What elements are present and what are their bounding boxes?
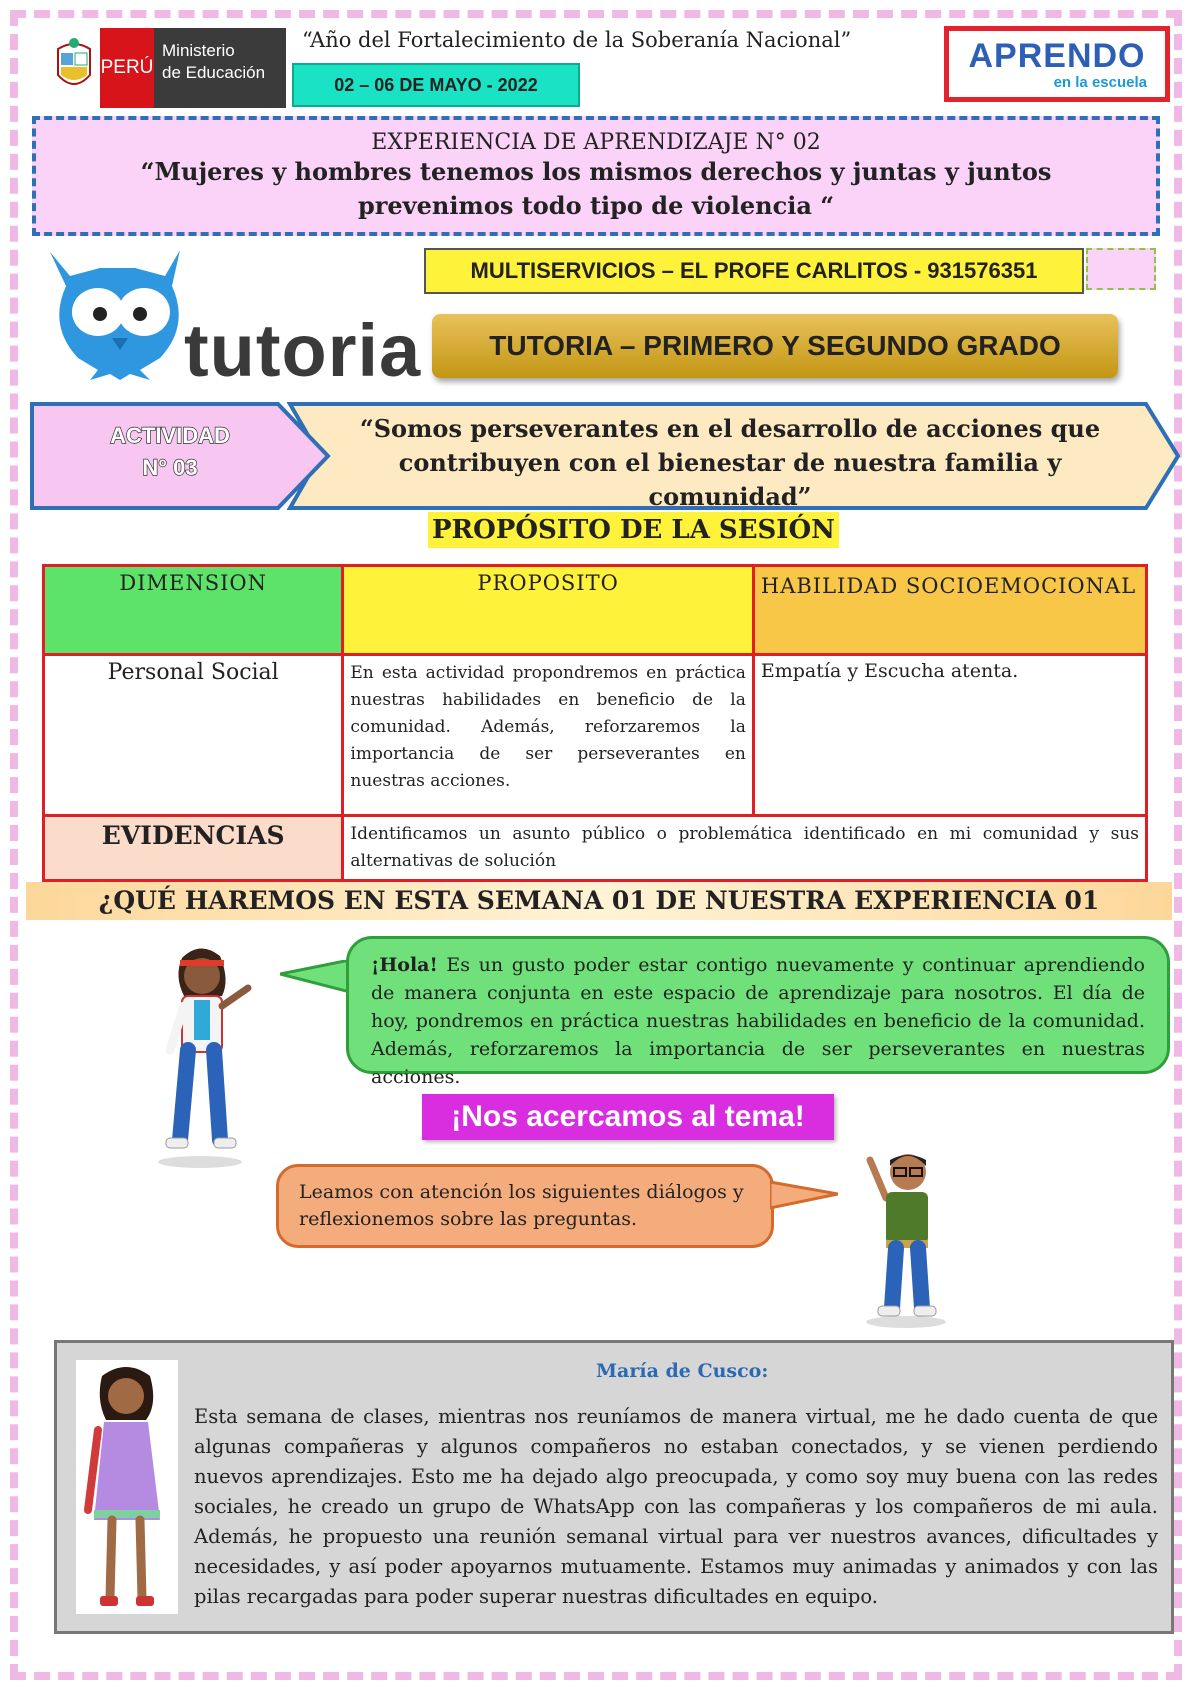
experience-box: [32, 116, 1160, 236]
purpose-cell: En esta actividad propondremos en práctica nuestras habilidades en beneficio de la comunidad. Además, reforzaremos la importancia de ser perseverantes en nuestras acciones.: [343, 655, 753, 816]
table-header-row: [44, 566, 1147, 655]
greeting-bold: ¡Hola!: [371, 954, 438, 976]
ministry-label: Ministerio de Educación: [154, 28, 286, 108]
speech-bubble-tail: [770, 1180, 838, 1210]
peru-label: PERÚ: [100, 28, 154, 108]
activity-label-word: ACTIVIDAD: [110, 423, 230, 448]
grade-banner: TUTORIA – PRIMERO Y SEGUNDO GRADO: [432, 314, 1118, 378]
table-row: [44, 816, 1147, 881]
activity-title: “Somos perseverantes en el desarrollo de acciones que contribuyen con el bienestar de nuestra familia y comunidad”: [359, 414, 1101, 511]
boy-illustration-icon: [850, 1150, 960, 1330]
activity-label: [60, 420, 280, 484]
activity-number: N° 03: [142, 455, 198, 480]
contact-banner: MULTISERVICIOS – EL PROFE CARLITOS - 931576351: [424, 248, 1084, 294]
topic-heading: ¡Nos acercamos al tema!: [422, 1094, 834, 1140]
experience-number: EXPERIENCIA DE APRENDIZAJE N° 02: [371, 130, 821, 155]
minedu-logo: [48, 28, 286, 108]
greeting-text: Es un gusto poder estar contigo nuevamente y continuar aprendiendo de manera conjunta en este espacio de aprendizaje para nosotros. El día de hoy, pondremos en práctica nuestras habilidades en beneficio de la comunidad. Además, reforzaremos la importancia de ser perseverantes en nuestras acciones.: [371, 954, 1145, 1088]
aprendo-logo-subtitle: en la escuela: [1053, 74, 1147, 91]
skill-cell: Empatía y Escucha atenta.: [753, 655, 1146, 816]
header-purpose: PROPOSITO: [343, 566, 753, 655]
greeting-bubble: [346, 936, 1170, 1088]
decorative-box: [1086, 248, 1156, 290]
experience-title: “Mujeres y hombres tenemos los mismos derechos y juntas y juntos prevenimos todo tipo de violencia “: [140, 157, 1052, 220]
girl-illustration-icon: [140, 940, 270, 1170]
dimension-cell: Personal Social: [44, 655, 343, 816]
story-speaker: María de Cusco:: [596, 1360, 769, 1382]
week-heading: ¿QUÉ HAREMOS EN ESTA SEMANA 01 DE NUESTRA EXPERIENCIA 01: [26, 882, 1172, 920]
header-skill: HABILIDAD SOCIOEMOCIONAL: [753, 566, 1146, 655]
tutoria-wordmark: tutoria: [184, 309, 422, 392]
maria-illustration-icon: [76, 1360, 178, 1614]
aprendo-logo: [944, 26, 1170, 102]
evidence-label: EVIDENCIAS: [44, 816, 343, 881]
evidence-cell: Identificamos un asunto público o problemática identificado en mi comunidad y sus alternativas de solución: [343, 816, 1147, 881]
instruction-bubble: Leamos con atención los siguientes diálogos y reflexionemos sobre las preguntas.: [276, 1164, 774, 1248]
year-motto: “Año del Fortalecimiento de la Soberanía Nacional”: [302, 28, 852, 52]
date-range: 02 – 06 DE MAYO - 2022: [292, 63, 580, 107]
story-text: Esta semana de clases, mientras nos reuníamos de manera virtual, me he dado cuenta de que algunas compañeras y algunos compañeros no estaban conectados, y se vienen perdiendo nuevos aprendizajes. Esto me ha dejado algo preocupada, y como soy muy buena con las redes sociales, he creado un grupo de WhatsApp con las compañeras y los compañeros de mi aula. Además, he propuesto una reunión semanal virtual para ver nuestros avances, dificultades y necesidades, y así poder apoyarnos mutuamente. Estamos muy animadas y animados y con las pilas recargadas para poder superar nuestras dificultades en equipo.: [194, 1405, 1158, 1608]
header-dimension: DIMENSION: [44, 566, 343, 655]
peru-crest-icon: [48, 28, 100, 106]
purpose-heading: PROPÓSITO DE LA SESIÓN: [428, 512, 839, 548]
table-row: [44, 655, 1147, 816]
owl-icon: [40, 246, 200, 382]
session-table: [42, 564, 1148, 882]
aprendo-logo-title: APRENDO: [968, 37, 1146, 75]
speech-bubble-tail: [280, 960, 350, 1000]
